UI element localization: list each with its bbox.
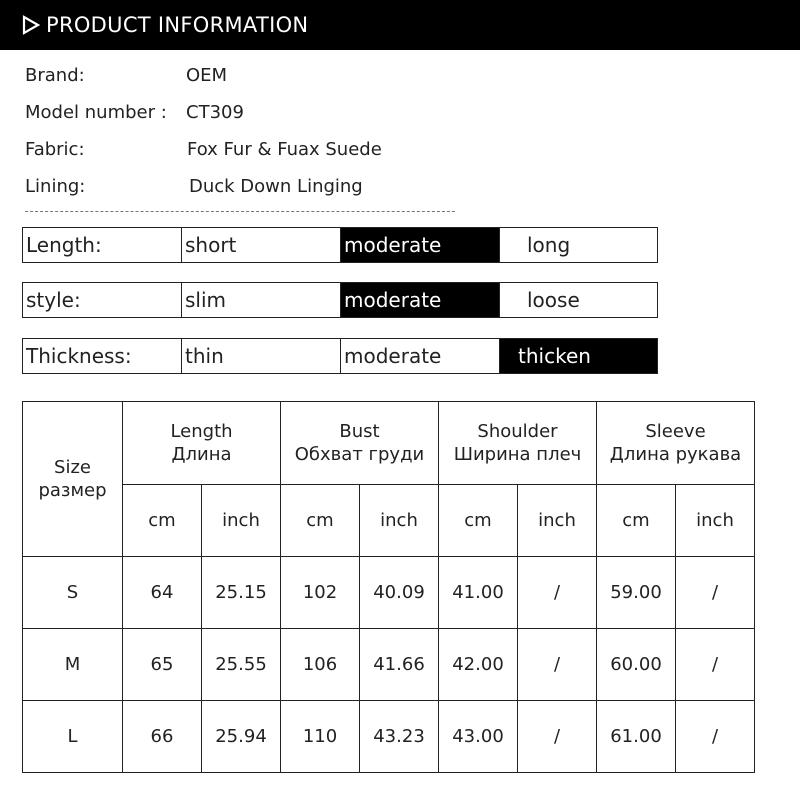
group-header-bust: Bust Обхват груди — [281, 402, 439, 485]
table-cell: 66 — [123, 701, 202, 773]
attribute-option-selected: thicken — [500, 339, 657, 373]
attribute-label: style: — [23, 283, 182, 317]
info-label: Model number : — [25, 102, 167, 123]
header-bar — [0, 0, 800, 50]
header-title: PRODUCT INFORMATION — [46, 13, 309, 37]
unit-cell: cm — [281, 485, 360, 557]
table-row-s — [23, 557, 755, 629]
table-units-row — [23, 485, 755, 557]
attribute-row-thickness — [22, 338, 658, 374]
table-cell: / — [518, 629, 597, 701]
info-label: Fabric: — [25, 139, 85, 160]
table-cell: 43.00 — [439, 701, 518, 773]
unit-cell: cm — [439, 485, 518, 557]
unit-cell: inch — [360, 485, 439, 557]
attribute-option: short — [182, 228, 341, 262]
info-value: Duck Down Linging — [189, 176, 363, 197]
table-cell: 110 — [281, 701, 360, 773]
table-cell: 102 — [281, 557, 360, 629]
attribute-option: long — [527, 233, 571, 257]
attribute-label: Thickness: — [23, 339, 182, 373]
group-header-length: Length Длина — [123, 402, 281, 485]
attribute-option: loose — [527, 288, 580, 312]
table-cell: 106 — [281, 629, 360, 701]
table-cell: 25.94 — [202, 701, 281, 773]
table-header-row — [23, 402, 755, 485]
attribute-option: slim — [182, 283, 341, 317]
table-cell: 60.00 — [597, 629, 676, 701]
table-cell: 43.23 — [360, 701, 439, 773]
table-cell: 65 — [123, 629, 202, 701]
unit-cell: inch — [676, 485, 755, 557]
size-cell: L — [23, 701, 123, 773]
info-value: CT309 — [186, 102, 244, 123]
unit-cell: inch — [518, 485, 597, 557]
table-row-l — [23, 701, 755, 773]
table-cell: 42.00 — [439, 629, 518, 701]
attribute-option: moderate — [341, 339, 500, 373]
table-cell: / — [676, 557, 755, 629]
triangle-right-icon — [22, 15, 40, 35]
size-cell: S — [23, 557, 123, 629]
table-cell: / — [676, 629, 755, 701]
table-cell: 59.00 — [597, 557, 676, 629]
size-chart-table — [22, 401, 755, 773]
table-cell: 40.09 — [360, 557, 439, 629]
table-cell: / — [676, 701, 755, 773]
table-row-m — [23, 629, 755, 701]
attribute-label: Length: — [23, 228, 182, 262]
attribute-row-style — [22, 282, 658, 318]
attribute-option-selected: moderate — [341, 228, 500, 262]
table-cell: / — [518, 701, 597, 773]
table-cell: / — [518, 557, 597, 629]
attribute-row-length — [22, 227, 658, 263]
info-label: Lining: — [25, 176, 86, 197]
table-cell: 25.55 — [202, 629, 281, 701]
table-cell: 25.15 — [202, 557, 281, 629]
size-cell: M — [23, 629, 123, 701]
unit-cell: cm — [123, 485, 202, 557]
unit-cell: inch — [202, 485, 281, 557]
attribute-option-selected: moderate — [341, 283, 500, 317]
attribute-option: thin — [182, 339, 341, 373]
table-cell: 61.00 — [597, 701, 676, 773]
info-value: OEM — [186, 65, 228, 86]
size-header-cell: Size размер — [23, 402, 123, 557]
group-header-sleeve: Sleeve Длина рукава — [597, 402, 755, 485]
info-label: Brand: — [25, 65, 85, 86]
dashed-divider — [25, 211, 455, 212]
group-header-shoulder: Shoulder Ширина плеч — [439, 402, 597, 485]
info-value: Fox Fur & Fuax Suede — [187, 139, 382, 160]
table-cell: 41.66 — [360, 629, 439, 701]
table-cell: 41.00 — [439, 557, 518, 629]
unit-cell: cm — [597, 485, 676, 557]
table-cell: 64 — [123, 557, 202, 629]
